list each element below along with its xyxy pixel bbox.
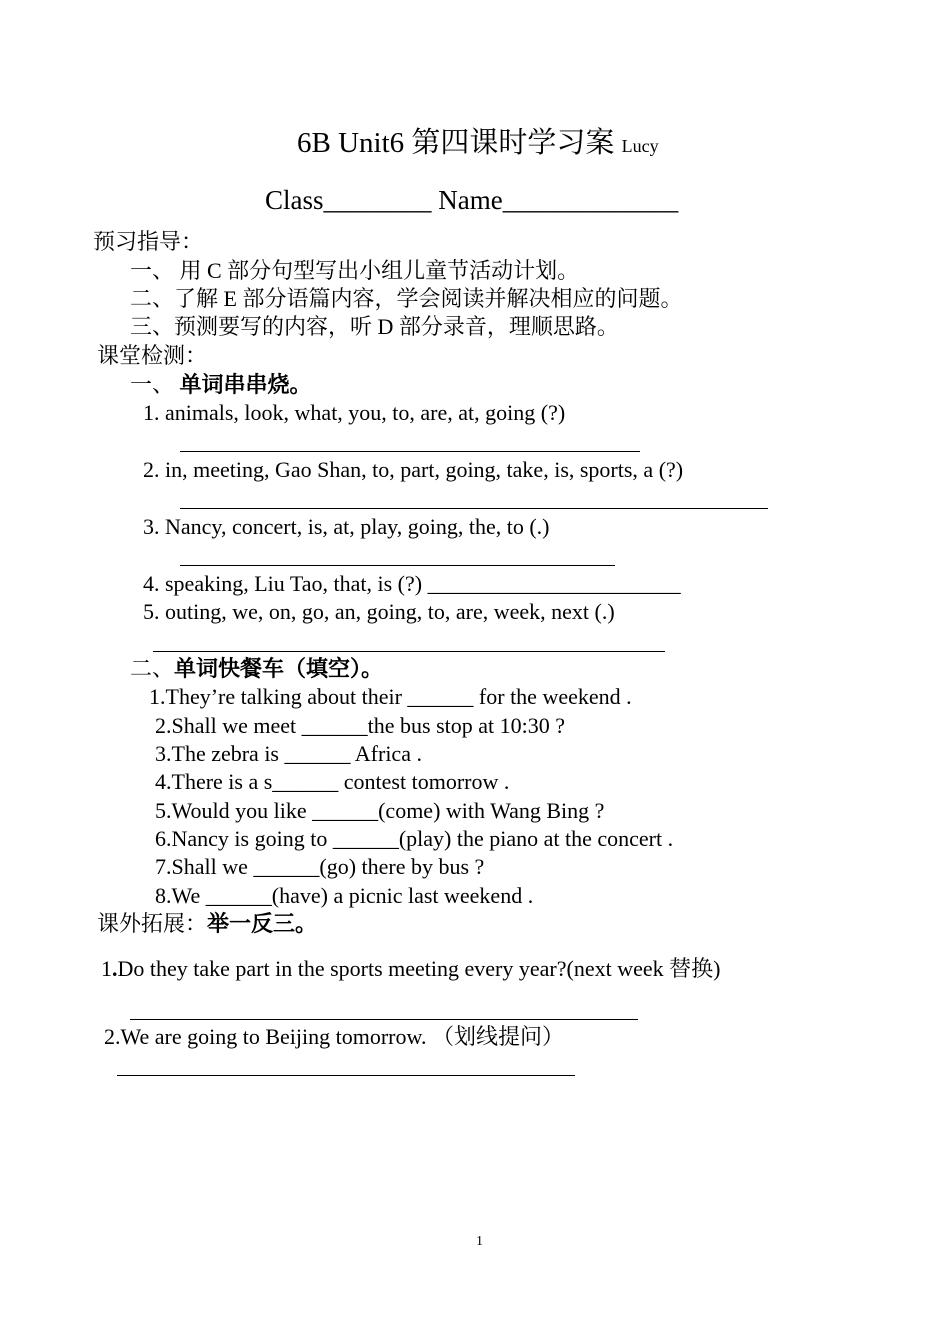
page-number: 1: [476, 1234, 483, 1249]
section2-heading: [130, 655, 383, 683]
classroom-heading: 课堂检测：: [97, 343, 208, 368]
list-item: 5.Would you like ______(come) with Wang Bing ?: [155, 798, 605, 823]
answer-line[interactable]: [180, 508, 768, 509]
section1-title: 单词串串烧。: [179, 372, 312, 397]
list-item: 3.The zebra is ______ Africa .: [155, 741, 422, 766]
preview-heading: 预习指导：: [93, 229, 204, 254]
list-item: 2. in, meeting, Gao Shan, to, part, going, take, is, sports, a (?): [143, 457, 684, 482]
extension-label: 课外拓展：: [97, 911, 208, 936]
preview-item: 二、了解 E 部分语篇内容，学会阅读并解决相应的问题。: [130, 286, 683, 311]
class-name-line: Class________ Name_____________: [265, 185, 679, 215]
answer-line[interactable]: [153, 651, 665, 652]
answer-line[interactable]: [130, 1019, 638, 1020]
extension-item: 1.Do they take part in the sports meeting every year?(next week 替换): [101, 956, 721, 981]
author-name: Lucy: [621, 136, 659, 156]
section1-heading: [130, 371, 312, 399]
list-item: 5. outing, we, on, go, an, going, to, are, week, next (.): [143, 599, 615, 624]
extension-heading: [97, 910, 317, 938]
section2-title: 单词快餐车（填空）。: [174, 656, 384, 681]
list-item: 1.They’re talking about their ______ for the weekend .: [149, 684, 632, 709]
list-item: 1. animals, look, what, you, to, are, at, going (?): [143, 400, 566, 425]
preview-item: 一、 用 C 部分句型写出小组儿童节活动计划。: [130, 258, 580, 283]
extension-item: 2.We are going to Beijing tomorrow. （划线提问）: [104, 1024, 564, 1049]
list-item: 3. Nancy, concert, is, at, play, going, the, to (.): [143, 514, 550, 539]
list-item: 6.Nancy is going to ______(play) the piano at the concert .: [155, 826, 674, 851]
section1-number: 一、: [130, 372, 175, 397]
list-item: 2.Shall we meet ______the bus stop at 10:30 ?: [155, 713, 565, 738]
answer-line[interactable]: [117, 1075, 575, 1076]
extension-title: 举一反三。: [207, 911, 318, 936]
page-title: 6B Unit6 第四课时学习案 Lucy: [297, 127, 659, 159]
list-item: 8.We ______(have) a picnic last weekend .: [155, 883, 534, 908]
answer-line[interactable]: [180, 451, 640, 452]
list-item: 4. speaking, Liu Tao, that, is (?) _______________________: [143, 571, 681, 596]
list-item: 4.There is a s______ contest tomorrow .: [155, 769, 510, 794]
preview-item: 三、预测要写的内容，听 D 部分录音，理顺思路。: [130, 314, 619, 339]
answer-line[interactable]: [180, 565, 615, 566]
section2-number: 二、: [130, 656, 175, 681]
list-item: 7.Shall we ______(go) there by bus ?: [155, 854, 485, 879]
